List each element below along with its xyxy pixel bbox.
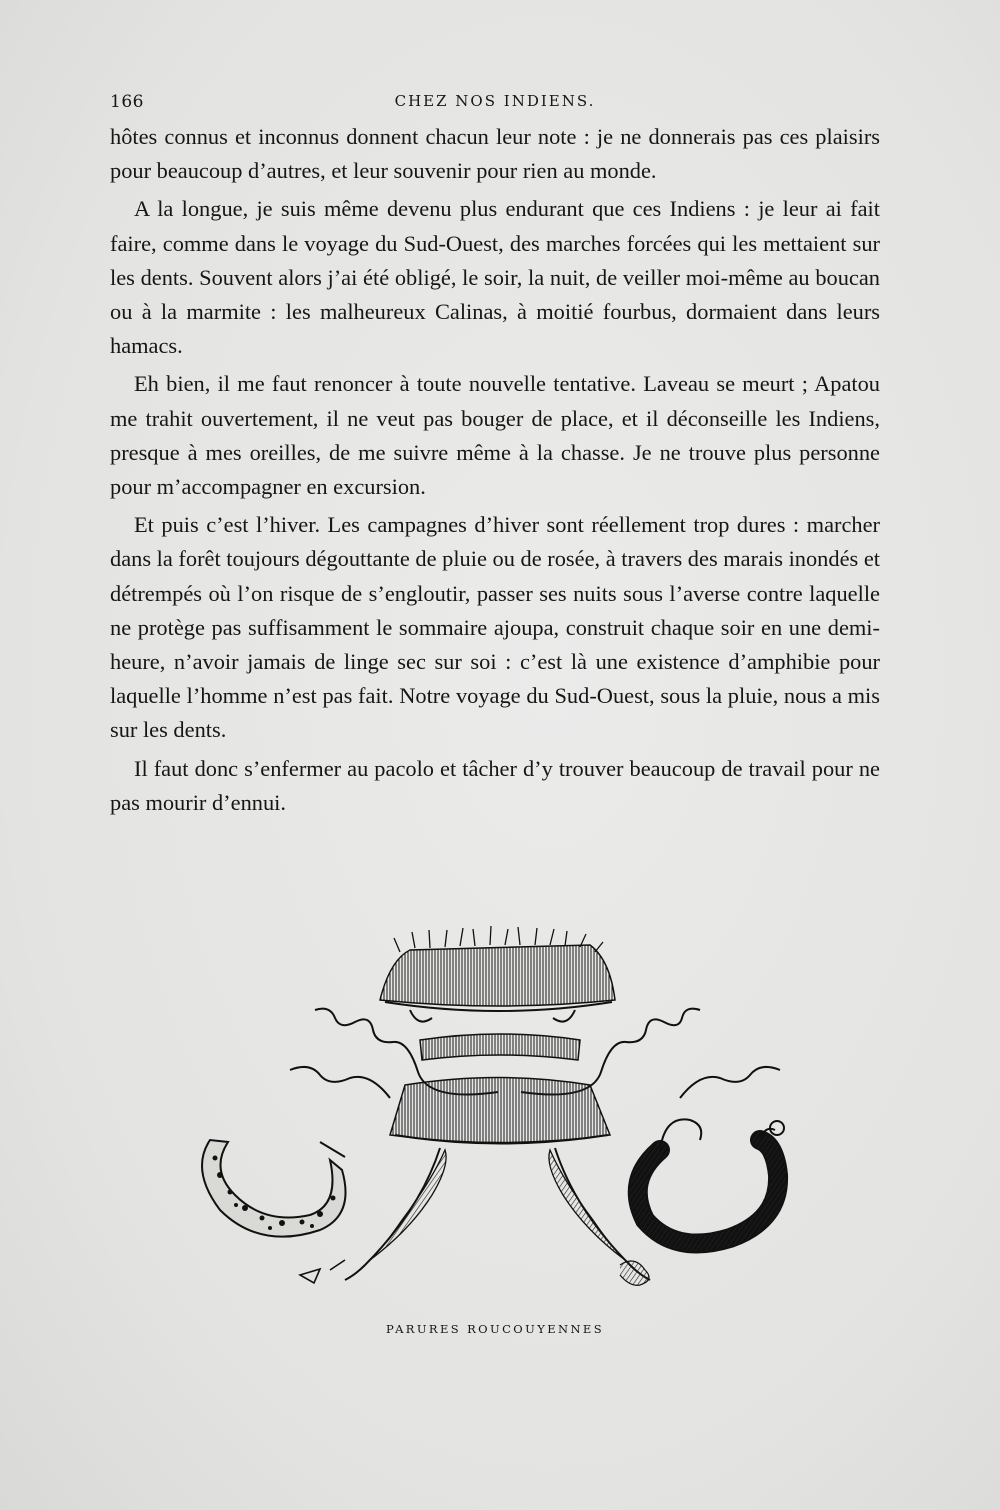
paragraph: Et puis c’est l’hiver. Les campagnes d’hiver sont réellement trop dures : marcher dans la forêt toujours dégouttante de pluie ou de rosée, à travers des marais inondés et détrempés où l’on risque de s’engloutir, passer ses nuits sous l’averse contre laquelle ne protège pas suffisamment le sommaire ajoupa, construit chaque soir en une demi-heure, n’avoir jamais de linge sec sur soi : c’est là une existence d’amphibie pour laquelle l’homme n’est pas fait. Notre voyage du Sud-Ouest, sous la pluie, nous a mis sur les dents. bbox=[110, 512, 880, 743]
spotted-bracelet bbox=[202, 1140, 346, 1237]
feathers bbox=[300, 1148, 650, 1285]
paragraph: A la longue, je suis même devenu plus endurant que ces Indiens : je leur ai fait faire, comme dans le voyage du Sud-Ouest, des marches forcées qui les mettaient sur les dents. Souvent alors j’ai été obligé, le soir, la nuit, de veiller moi-même au boucan ou à la marmite : les malheureux Calinas, à moitié fourbus, dormaient dans leurs hamacs. bbox=[110, 196, 880, 359]
fringed-collar bbox=[390, 1078, 610, 1144]
paragraph: hôtes connus et inconnus donnent chacun leur note : je ne donnerais pas ces plaisirs pour beaucoup d’autres, et leur souvenir pour rien au monde. bbox=[110, 124, 880, 184]
body-text bbox=[110, 120, 880, 820]
paragraph: Il faut donc s’enfermer au pacolo et tâcher d’y trouver beaucoup de travail pour ne pas mourir d’ennui. bbox=[110, 755, 880, 815]
twisted-bracelet bbox=[638, 1119, 784, 1243]
feather-crown bbox=[380, 926, 615, 1022]
headband bbox=[420, 1034, 580, 1060]
illustration-caption: PARURES ROUCOUYENNES bbox=[385, 1322, 604, 1336]
paragraph: Eh bien, il me faut renoncer à toute nouvelle tentative. Laveau se meurt ; Apatou me trahit ouvertement, il ne veut pas bouger de place, et il déconseille les Indiens, presque à mes oreilles, de me suivre même à la chasse. Je ne trouve plus personne pour m’accompagner en excursion. bbox=[110, 371, 880, 500]
running-title: CHEZ NOS INDIENS. bbox=[394, 92, 596, 110]
ornaments-illustration bbox=[170, 920, 890, 1300]
page-number: 166 bbox=[110, 92, 144, 112]
page-header bbox=[110, 90, 880, 116]
